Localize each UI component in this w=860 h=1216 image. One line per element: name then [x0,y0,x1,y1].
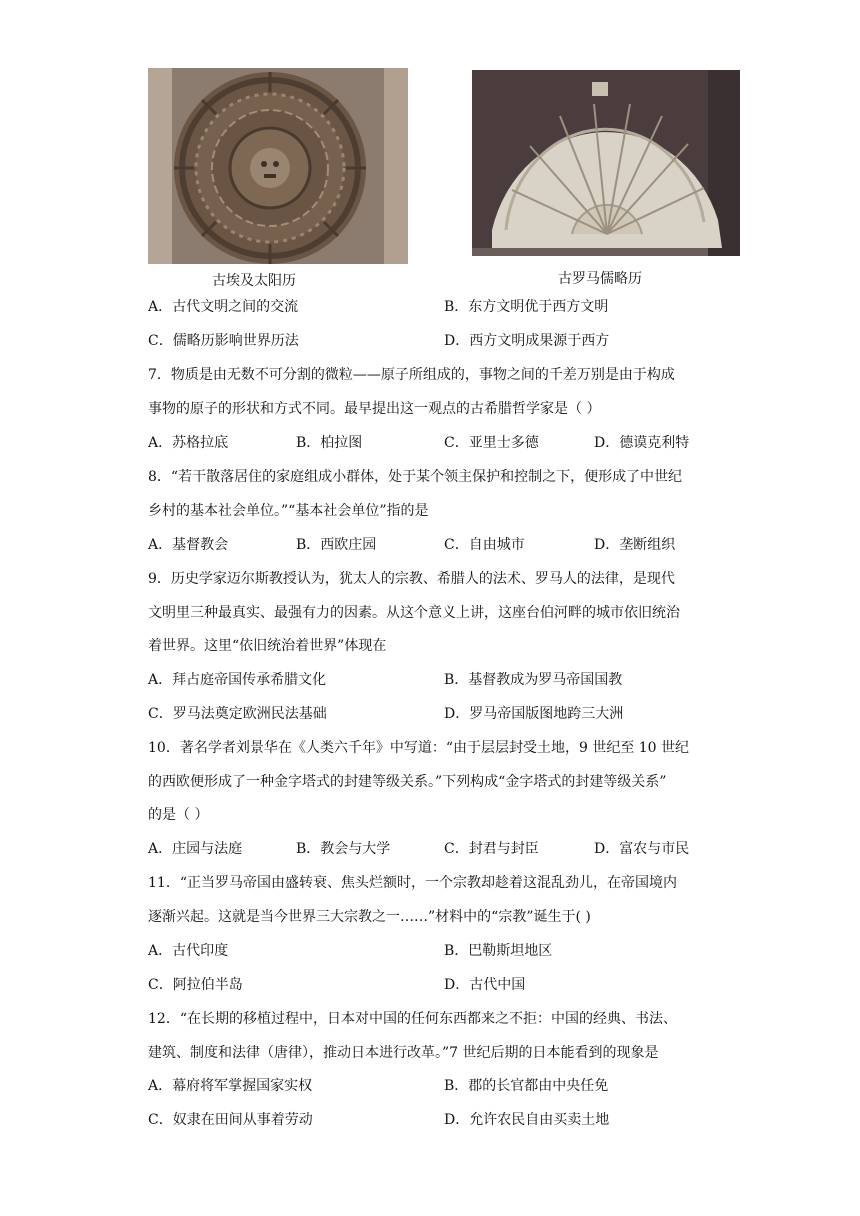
julian-calendar-photo [472,70,740,256]
q12-option-b[interactable]: B．郡的长官都由中央任免 [444,1078,609,1094]
q9-option-a[interactable]: A．拜占庭帝国传承希腊文化 [148,672,327,688]
q8-option-c[interactable]: C．自由城市 [444,537,525,553]
q6-option-b[interactable]: B．东方文明优于西方文明 [444,299,609,315]
sun-calendar-illustration [148,68,408,264]
q9-stem-line1: 9．历史学家迈尔斯教授认为，犹太人的宗教、希腊人的法术、罗马人的法律，是现代 [148,571,675,587]
q11-option-b[interactable]: B．巴勒斯坦地区 [444,943,553,959]
q9-stem-line3: 着世界。这里“依旧统治着世界”体现在 [148,638,387,654]
q10-option-a[interactable]: A．庄园与法庭 [148,841,243,857]
q10-stem-line2: 的西欧便形成了一种金字塔式的封建等级关系。”下列构成“金字塔式的封建等级关系” [148,774,667,790]
q11-option-d[interactable]: D．古代中国 [444,977,526,993]
q12-option-c[interactable]: C．奴隶在田间从事着劳动 [148,1112,313,1128]
q9-stem-line2: 文明里三种最真实、最强有力的因素。从这个意义上讲，这座台伯河畔的城市依旧统治 [148,605,680,621]
q8-option-a[interactable]: A．基督教会 [148,537,229,553]
q6-option-c[interactable]: C．儒略历影响世界历法 [148,333,299,349]
q8-option-d[interactable]: D．垄断组织 [594,537,676,553]
q10-stem-line3: 的是（ ） [148,807,209,823]
sun-calendar-photo [148,68,408,264]
q7-stem-line2: 事物的原子的形状和方式不同。最早提出这一观点的古希腊哲学家是（ ） [148,401,601,417]
q10-stem-line1: 10．著名学者刘景华在《人类六千年》中写道：“由于层层封受土地，9 世纪至 10 世纪 [148,740,690,756]
q10-option-d[interactable]: D．富农与市民 [594,841,690,857]
q10-option-b[interactable]: B．教会与大学 [296,841,391,857]
q8-option-b[interactable]: B．西欧庄园 [296,537,377,553]
q11-stem-line1: 11．“正当罗马帝国由盛转衰、焦头烂额时，一个宗教却趁着这混乱劲儿，在帝国境内 [148,875,677,891]
q7-option-b[interactable]: B．柏拉图 [296,435,363,451]
q7-stem-line1: 7．物质是由无数不可分割的微粒——原子所组成的，事物之间的千差万别是由于构成 [148,367,675,383]
q6-option-d[interactable]: D．西方文明成果源于西方 [444,333,610,349]
q12-stem-line1: 12．“在长期的移植过程中，日本对中国的任何东西都来之不拒：中国的经典、书法、 [148,1011,677,1027]
q9-option-d[interactable]: D．罗马帝国版图地跨三大洲 [444,706,624,722]
q9-option-b[interactable]: B．基督教成为罗马帝国国教 [444,672,623,688]
q7-option-d[interactable]: D．德谟克利特 [594,435,690,451]
q12-option-a[interactable]: A．幕府将军掌握国家实权 [148,1078,313,1094]
julian-calendar-illustration [472,70,740,256]
q12-stem-line2: 建筑、制度和法律（唐律），推动日本进行改革。”7 世纪后期的日本能看到的现象是 [148,1045,659,1061]
q11-stem-line2: 逐渐兴起。这就是当今世界三大宗教之一……”材料中的“宗教”诞生于( ) [148,909,591,925]
q9-option-c[interactable]: C．罗马法奠定欧洲民法基础 [148,706,327,722]
q7-option-a[interactable]: A．苏格拉底 [148,435,229,451]
caption-egyptian-calendar: 古埃及太阳历 [212,273,296,289]
q11-option-c[interactable]: C．阿拉伯半岛 [148,977,243,993]
q11-option-a[interactable]: A．古代印度 [148,943,229,959]
q12-option-d[interactable]: D．允许农民自由买卖土地 [444,1112,610,1128]
caption-julian-calendar: 古罗马儒略历 [558,271,642,287]
q7-option-c[interactable]: C．亚里士多德 [444,435,539,451]
q8-stem-line1: 8．“若干散落居住的家庭组成小群体，处于某个领主保护和控制之下，便形成了中世纪 [148,469,683,485]
q6-option-a[interactable]: A．古代文明之间的交流 [148,299,299,315]
q10-option-c[interactable]: C．封君与封臣 [444,841,539,857]
q8-stem-line2: 乡村的基本社会单位。”“基本社会单位”指的是 [148,503,429,519]
